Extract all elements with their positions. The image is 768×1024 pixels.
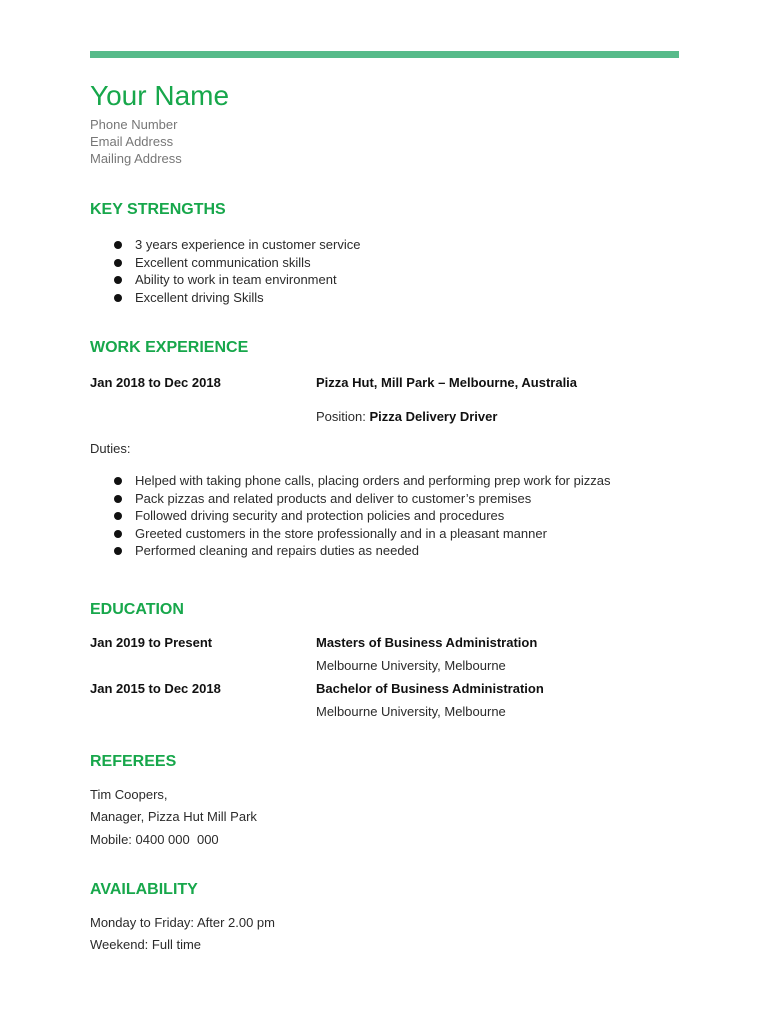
list-item: Helped with taking phone calls, placing orders and performing prep work for pizzas [112,472,610,490]
work-position [316,408,497,425]
availability-heading: AVAILABILITY [90,881,198,898]
email-address: Email Address [90,134,174,149]
availability-weekdays: Monday to Friday: After 2.00 pm [90,915,275,930]
education-heading: EDUCATION [90,601,184,618]
education-institution: Melbourne University, Melbourne [316,704,506,719]
list-item: Followed driving security and protection policies and procedures [112,507,610,525]
duties-list [112,472,610,560]
contact-details [90,116,182,167]
list-item: 3 years experience in customer service [112,236,360,254]
education-dates: Jan 2015 to Dec 2018 [90,681,221,696]
duties-label: Duties: [90,441,131,456]
phone-number: Phone Number [90,117,178,132]
availability-weekend: Weekend: Full time [90,937,202,952]
key-strengths-list [112,236,360,306]
key-strengths-heading: KEY STRENGTHS [90,201,226,218]
mailing-address: Mailing Address [90,151,182,166]
education-degree: Bachelor of Business Administration [316,681,544,696]
header-accent-rule [90,51,679,58]
work-dates: Jan 2018 to Dec 2018 [90,375,221,390]
referees-heading: REFEREES [90,753,177,770]
list-item: Excellent communication skills [112,254,360,272]
candidate-name: Your Name [90,80,230,111]
position-label: Position: [316,409,366,424]
list-item: Ability to work in team environment [112,271,360,289]
list-item: Performed cleaning and repairs duties as needed [112,542,610,560]
referee-mobile: Mobile: 0400 000 000 [90,832,219,847]
work-experience-heading: WORK EXPERIENCE [90,339,249,356]
work-employer: Pizza Hut, Mill Park – Melbourne, Australia [316,375,578,390]
referee-role: Manager, Pizza Hut Mill Park [90,809,257,824]
referee-name: Tim Coopers, [90,787,168,802]
education-institution: Melbourne University, Melbourne [316,658,506,673]
education-degree: Masters of Business Administration [316,635,538,650]
list-item: Pack pizzas and related products and deliver to customer’s premises [112,490,610,508]
list-item: Excellent driving Skills [112,289,360,307]
list-item: Greeted customers in the store professionally and in a pleasant manner [112,525,610,543]
position-title: Pizza Delivery Driver [369,409,498,424]
education-dates: Jan 2019 to Present [90,635,213,650]
